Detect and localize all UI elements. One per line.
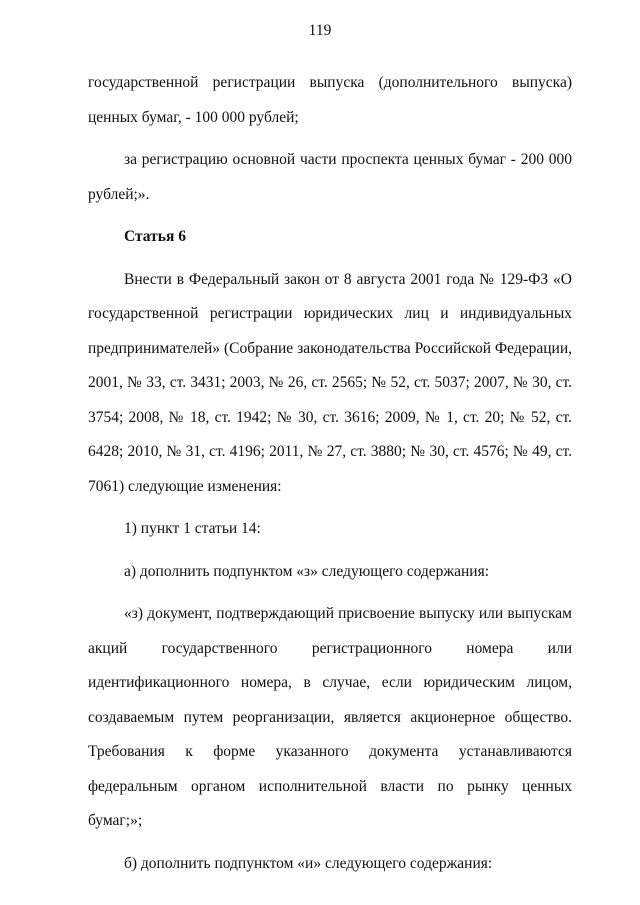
article-title: Статья 6	[124, 228, 186, 245]
paragraph-fee-issue: государственной регистрации выпуска (дополнительного выпуска) ценных бумаг, - 100 000 рублей;	[88, 74, 572, 126]
paragraph-subitem-a: а) дополнить подпунктом «з» следующего содержания:	[124, 562, 490, 580]
paragraph-subitem-z-text: «з) документ, подтверждающий присвоение выпуску или выпускам акций государственного регистрационного номера или идентификационного номера, в случае, если юридическим лицом, создаваемым путем реорганизации, является акционерное общество. Требования к форме указанного документа устанавливаются федеральным органом исполнительной власти по рынку ценных бумаг;»;	[88, 605, 572, 829]
paragraph-amend-law: Внести в Федеральный закон от 8 августа 2001 года № 129-ФЗ «О государственной регистрации юридических лиц и индивидуальных предпринимателей» (Собрание законодательства Российской Федерации, 2001, № 33, ст. 3431; 2003, № 26, ст. 2565; № 52, ст. 5037; 2007, № 30, ст. 3754; 2008, № 18, ст. 1942; № 30, ст. 3616; 2009, № 1, ст. 20; № 52, ст. 6428; 2010, № 31, ст. 4196; 2011, № 27, ст. 3880; № 30, ст. 4576; № 49, ст. 7061) следующие изменения:	[88, 270, 572, 495]
document-body	[88, 66, 572, 881]
paragraph-fee-prospectus: за регистрацию основной части проспекта ценных бумаг - 200 000 рублей;».	[88, 151, 572, 203]
paragraph-subitem-b: б) дополнить подпунктом «и» следующего содержания:	[124, 854, 493, 872]
page-number: 119	[308, 22, 332, 39]
paragraph-item-1: 1) пункт 1 статьи 14:	[124, 520, 261, 537]
